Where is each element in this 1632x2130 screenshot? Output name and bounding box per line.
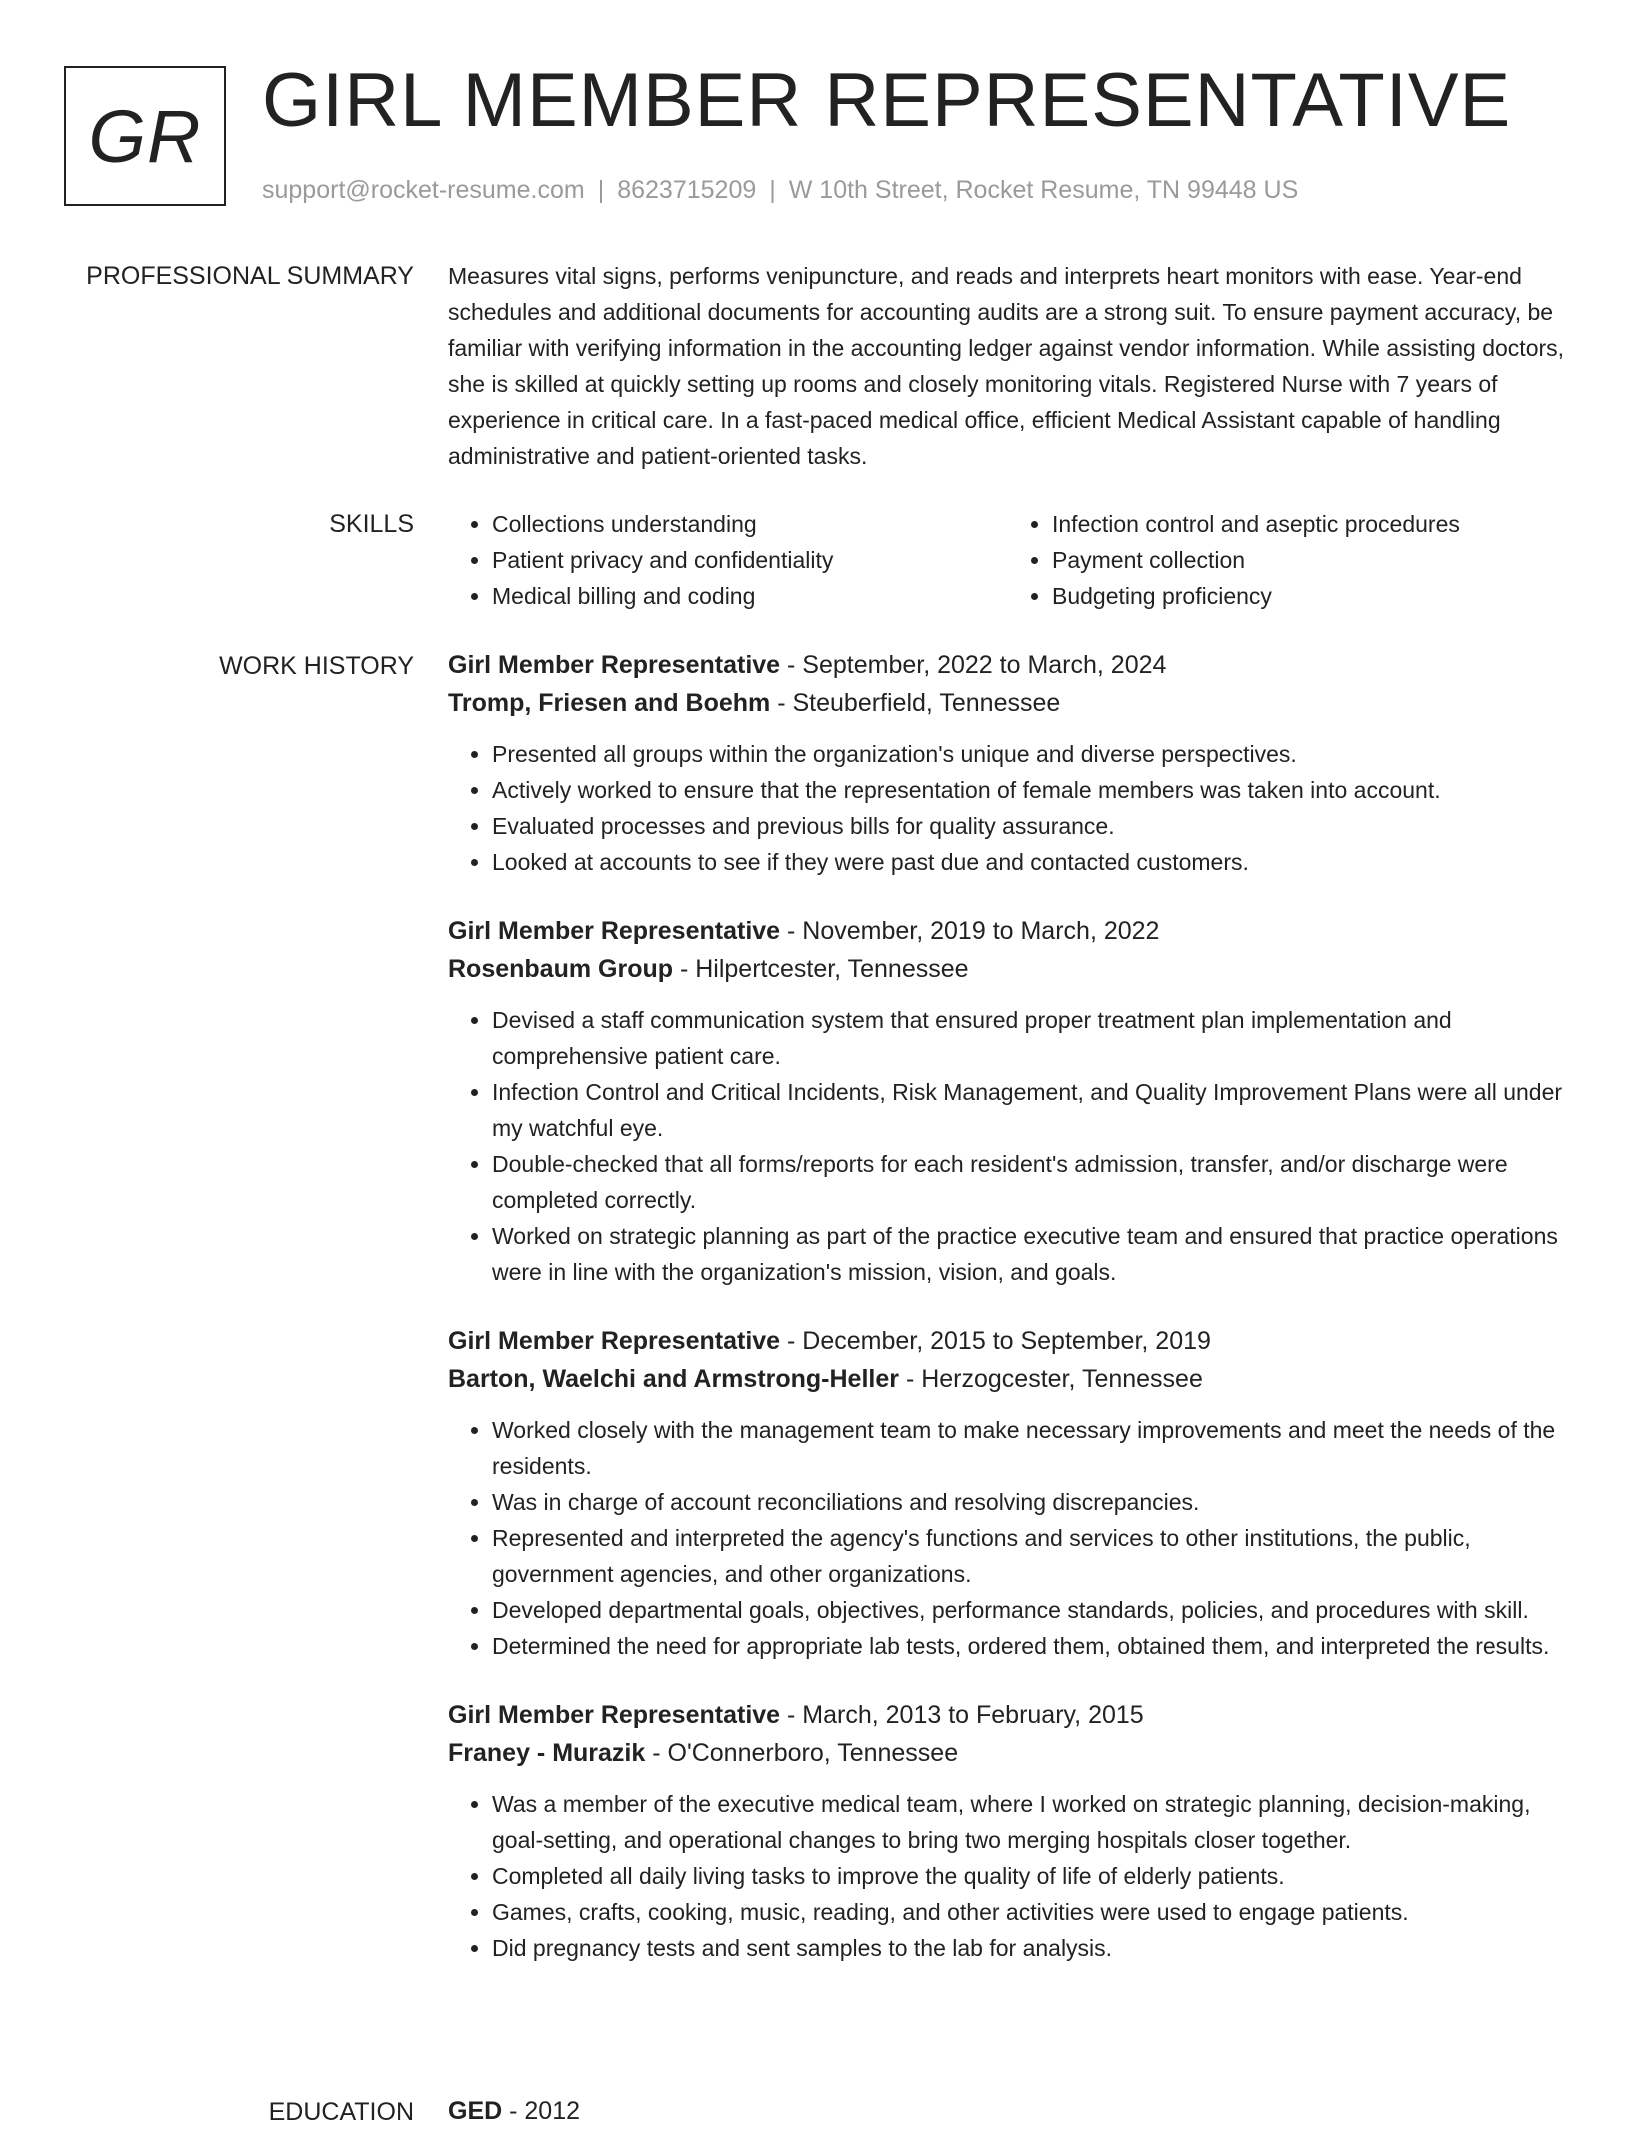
education-entry (448, 2092, 1568, 2130)
job-bullet: • Determined the need for appropriate lab tests, ordered them, obtained them, and interpreted the results. (492, 1628, 1568, 1664)
skill-item: • Budgeting proficiency (1052, 578, 1568, 614)
skill-item: • Collections understanding (492, 506, 1008, 542)
job-bullet: • Double-checked that all forms/reports for each resident's admission, transfer, and/or discharge were completed correctly. (492, 1146, 1568, 1218)
education-body (448, 2092, 1568, 2130)
contact-email[interactable]: support@rocket-resume.com (262, 176, 585, 204)
job-title-line (448, 1322, 1568, 1360)
job-bullet: • Actively worked to ensure that the representation of female members was taken into account. (492, 772, 1568, 808)
skills-columns (448, 506, 1568, 614)
skills-body (448, 506, 1568, 614)
contact-line (262, 174, 1298, 206)
work-history-body (448, 646, 1568, 1998)
job-bullet: • Did pregnancy tests and sent samples to the lab for analysis. (492, 1930, 1568, 1966)
job-bullets (448, 736, 1568, 880)
job-title-line (448, 912, 1568, 950)
job-title: Girl Member Representative (448, 651, 781, 679)
summary-body (448, 258, 1568, 474)
candidate-name: GIRL MEMBER REPRESENTATIVE (262, 58, 1512, 143)
summary-text: Measures vital signs, performs venipuncture, and reads and interprets heart monitors with ease. Year-end schedules and additional documents for accounting audits are a strong suit. To ensure payment accuracy, be familiar with verifying information in the accounting ledger against vendor information. While assisting doctors, she is skilled at quickly setting up rooms and closely monitoring vitals. Registered Nurse with 7 years of experience in critical care. In a fast-paced medical office, efficient Medical Assistant capable of handling administrative and patient-oriented tasks. (448, 263, 1565, 469)
job-dates: - November, 2019 to March, 2022 (780, 917, 1160, 945)
skills-list-right (1008, 506, 1568, 614)
summary-heading: PROFESSIONAL SUMMARY (86, 262, 414, 290)
job-dates: - December, 2015 to September, 2019 (780, 1327, 1211, 1355)
job-bullets (448, 1002, 1568, 1290)
contact-address: W 10th Street, Rocket Resume, TN 99448 US (788, 176, 1299, 204)
monogram-badge: GR (64, 66, 226, 206)
education-year: - 2012 (502, 2097, 581, 2125)
job-bullet: • Evaluated processes and previous bills for quality assurance. (492, 808, 1568, 844)
job-bullet: • Looked at accounts to see if they were past due and contacted customers. (492, 844, 1568, 880)
job-title-line (448, 1696, 1568, 1734)
education-heading: EDUCATION (268, 2098, 414, 2126)
job-bullets (448, 1786, 1568, 1966)
job-entry (448, 912, 1568, 1290)
skill-item: • Payment collection (1052, 542, 1568, 578)
job-bullet: • Completed all daily living tasks to improve the quality of life of elderly patients. (492, 1858, 1568, 1894)
job-entry (448, 646, 1568, 880)
contact-separator: | (597, 176, 605, 204)
job-bullet: • Was a member of the executive medical team, where I worked on strategic planning, decision-making, goal-setting, and operational changes to bring two merging hospitals closer together. (492, 1786, 1568, 1858)
contact-separator: | (769, 176, 776, 204)
job-location: - Hilpertcester, Tennessee (673, 955, 969, 983)
job-bullet: • Infection Control and Critical Incidents, Risk Management, and Quality Improvement Plans were all under my watchful eye. (492, 1074, 1568, 1146)
job-bullets (448, 1412, 1568, 1664)
job-company-line (448, 684, 1568, 722)
job-location: - Steuberfield, Tennessee (770, 689, 1061, 717)
job-title: Girl Member Representative (448, 1327, 781, 1355)
job-bullet: • Developed departmental goals, objectives, performance standards, policies, and procedures with skill. (492, 1592, 1568, 1628)
job-bullet: • Worked closely with the management team to make necessary improvements and meet the needs of the residents. (492, 1412, 1568, 1484)
skill-item: • Patient privacy and confidentiality (492, 542, 1008, 578)
job-dates: - March, 2013 to February, 2015 (780, 1701, 1144, 1729)
job-company-line (448, 1360, 1568, 1398)
job-bullet: • Games, crafts, cooking, music, reading, and other activities were used to engage patients. (492, 1894, 1568, 1930)
job-company: Tromp, Friesen and Boehm (448, 689, 771, 717)
contact-phone[interactable]: 8623715209 (617, 176, 757, 204)
job-entry (448, 1322, 1568, 1664)
skills-heading: SKILLS (329, 510, 414, 538)
job-company-line (448, 950, 1568, 988)
job-company-line (448, 1734, 1568, 1772)
job-bullet: • Represented and interpreted the agency's functions and services to other institutions, the public, government agencies, and other organizations. (492, 1520, 1568, 1592)
job-company: Rosenbaum Group (448, 955, 674, 983)
skill-item: • Medical billing and coding (492, 578, 1008, 614)
job-title: Girl Member Representative (448, 1701, 781, 1729)
education-degree: GED (448, 2097, 503, 2125)
job-bullet: • Presented all groups within the organization's unique and diverse perspectives. (492, 736, 1568, 772)
work-history-heading: WORK HISTORY (219, 652, 414, 680)
job-bullet: • Was in charge of account reconciliations and resolving discrepancies. (492, 1484, 1568, 1520)
job-location: - O'Connerboro, Tennessee (645, 1739, 959, 1767)
job-location: - Herzogcester, Tennessee (899, 1365, 1203, 1393)
job-entry (448, 1696, 1568, 1966)
job-dates: - September, 2022 to March, 2024 (780, 651, 1167, 679)
job-bullet: • Devised a staff communication system that ensured proper treatment plan implementation and comprehensive patient care. (492, 1002, 1568, 1074)
job-company: Barton, Waelchi and Armstrong-Heller (448, 1365, 899, 1393)
job-title-line (448, 646, 1568, 684)
job-bullet: • Worked on strategic planning as part of the practice executive team and ensured that practice operations were in line with the organization's mission, vision, and goals. (492, 1218, 1568, 1290)
job-company: Franey - Murazik (448, 1739, 646, 1767)
job-title: Girl Member Representative (448, 917, 781, 945)
skill-item: • Infection control and aseptic procedures (1052, 506, 1568, 542)
skills-list-left (448, 506, 1008, 614)
